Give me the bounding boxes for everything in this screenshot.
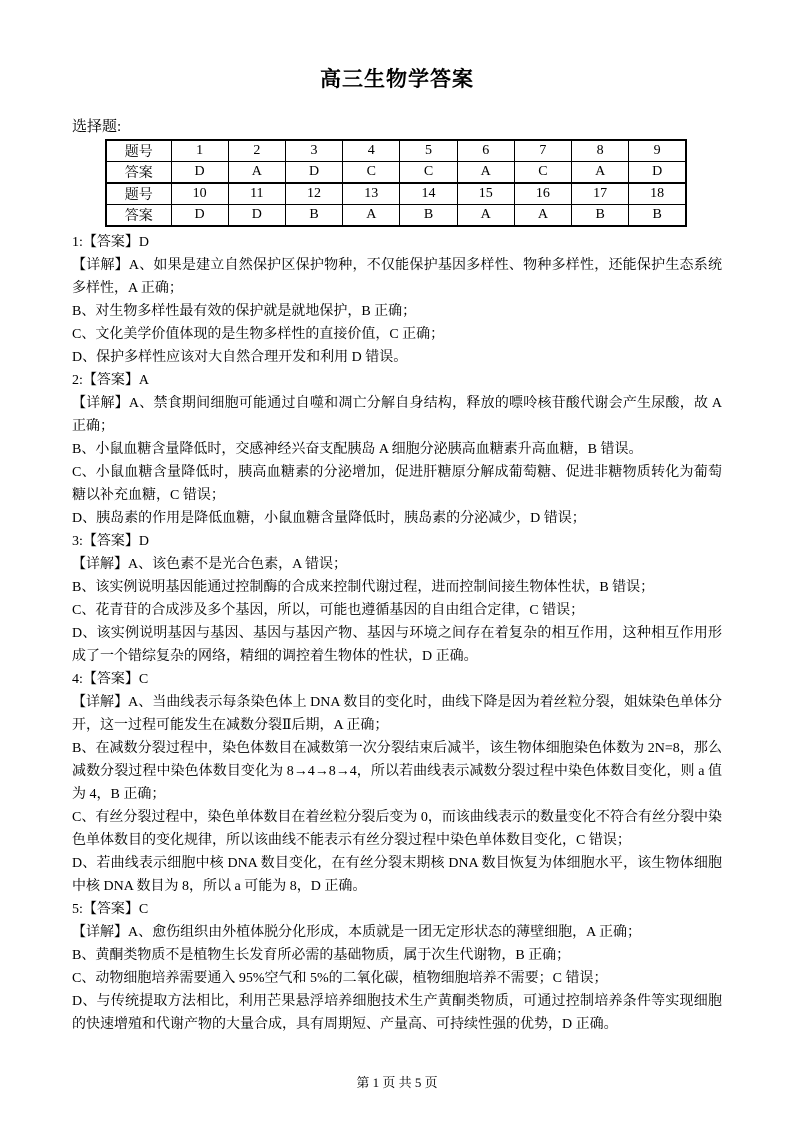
- table-cell: 16: [514, 183, 571, 205]
- table-cell: A: [457, 205, 514, 227]
- table-cell: A: [572, 162, 629, 184]
- table-cell: C: [400, 162, 457, 184]
- table-row-question-numbers-2: [106, 183, 686, 205]
- table-cell: B: [572, 205, 629, 227]
- table-cell: 5: [400, 140, 457, 162]
- question-5-detail-b: B、黄酮类物质不是植物生长发育所必需的基础物质，属于次生代谢物，B 正确；: [72, 948, 571, 963]
- question-4-detail-a: 【详解】A、当曲线表示每条染色体上 DNA 数目的变化时，曲线下降是因为着丝粒分裂，姐妹染色单体分开，这一过程可能发生在减数分裂Ⅱ后期，A 正确；: [72, 695, 722, 733]
- question-2-detail-d: D、胰岛素的作用是降低血糖，小鼠血糖含量降低时，胰岛素的分泌减少，D 错误；: [72, 511, 586, 526]
- answer-table: [105, 139, 687, 227]
- table-cell: 18: [629, 183, 686, 205]
- question-1-block: [72, 231, 722, 369]
- question-3-block: [72, 530, 722, 668]
- question-3-detail-b: B、该实例说明基因能通过控制酶的合成来控制代谢过程，进而控制间接生物体性状，B 错误；: [72, 580, 655, 595]
- table-cell: 8: [572, 140, 629, 162]
- table-cell: 1: [171, 140, 228, 162]
- question-1-detail-a: 【详解】A、如果是建立自然保护区保护物种，不仅能保护基因多样性、物种多样性，还能保护生态系统多样性，A 正确；: [72, 258, 722, 296]
- question-1-detail-c: C、文化美学价值体现的是生物多样性的直接价值，C 正确；: [72, 327, 445, 342]
- table-cell: 7: [514, 140, 571, 162]
- question-3-detail-d: D、该实例说明基因与基因、基因与基因产物、基因与环境之间存在着复杂的相互作用，这种相互作用形成了一个错综复杂的网络，精细的调控着生物体的性状，D 正确。: [72, 626, 722, 664]
- table-row-question-numbers-1: [106, 140, 686, 162]
- question-4-detail-b: B、在减数分裂过程中，染色体数目在减数第一次分裂结束后减半，该生物体细胞染色体数为 2N=8，那么减数分裂过程中染色体数目变化为 8→4→8→4，所以若曲线表示减数分裂过程中染色体数目变化，则 a 值为 4，B 正确；: [72, 741, 722, 802]
- question-1-answer-heading: 1:【答案】D: [72, 235, 149, 250]
- table-cell: 15: [457, 183, 514, 205]
- table-cell: C: [343, 162, 400, 184]
- question-5-detail-d: D、与传统提取方法相比，利用芒果悬浮培养细胞技术生产黄酮类物质，可通过控制培养条件等实现细胞的快速增殖和代谢产物的大量合成，具有周期短、产量高、可持续性强的优势，D 正确。: [72, 994, 722, 1032]
- question-2-block: [72, 369, 722, 530]
- question-4-detail-c: C、有丝分裂过程中，染色单体数目在着丝粒分裂后变为 0，而该曲线表示的数量变化不符合有丝分裂中染色单体数目的变化规律，所以该曲线不能表示有丝分裂过程中染色单体数目变化，C 错误；: [72, 810, 722, 848]
- table-cell: 12: [285, 183, 342, 205]
- question-1-detail-d: D、保护多样性应该对大自然合理开发和利用 D 错误。: [72, 350, 408, 365]
- table-cell: A: [514, 205, 571, 227]
- question-5-block: [72, 898, 722, 1036]
- table-cell: 4: [343, 140, 400, 162]
- question-4-block: [72, 668, 722, 898]
- table-cell: A: [343, 205, 400, 227]
- table-cell: C: [514, 162, 571, 184]
- table-cell: B: [400, 205, 457, 227]
- table-cell: D: [171, 205, 228, 227]
- question-5-answer-heading: 5:【答案】C: [72, 902, 149, 917]
- question-3-detail-c: C、花青苷的合成涉及多个基因，所以，可能也遵循基因的自由组合定律，C 错误；: [72, 603, 585, 618]
- row-header-cell: 题号: [106, 140, 171, 162]
- table-cell: 2: [228, 140, 285, 162]
- page-title: 高三生物学答案: [320, 67, 474, 91]
- row-header-cell: 答案: [106, 162, 171, 184]
- question-5-detail-a: 【详解】A、愈伤组织由外植体脱分化形成，本质就是一团无定形状态的薄壁细胞，A 正确；: [72, 925, 641, 940]
- question-1-detail-b: B、对生物多样性最有效的保护就是就地保护，B 正确；: [72, 304, 417, 319]
- table-cell: 6: [457, 140, 514, 162]
- question-5-detail-c: C、动物细胞培养需要通入 95%空气和 5%的二氧化碳，植物细胞培养不需要；C 错误；: [72, 971, 608, 986]
- table-cell: 17: [572, 183, 629, 205]
- table-row-answers-1: [106, 162, 686, 184]
- question-2-answer-heading: 2:【答案】A: [72, 373, 149, 388]
- table-row-answers-2: [106, 205, 686, 227]
- page-number-footer: 第 1 页 共 5 页: [356, 1075, 438, 1090]
- question-3-detail-a: 【详解】A、该色素不是光合色素，A 错误；: [72, 557, 347, 572]
- table-cell: B: [285, 205, 342, 227]
- question-2-detail-c: C、小鼠血糖含量降低时，胰高血糖素的分泌增加，促进肝糖原分解成葡萄糖、促进非糖物质转化为葡萄糖以补充血糖，C 错误；: [72, 465, 722, 503]
- table-cell: A: [457, 162, 514, 184]
- table-cell: 14: [400, 183, 457, 205]
- explanations: [72, 231, 722, 1036]
- question-4-answer-heading: 4:【答案】C: [72, 672, 149, 687]
- table-cell: D: [285, 162, 342, 184]
- question-3-answer-heading: 3:【答案】D: [72, 534, 149, 549]
- table-cell: 3: [285, 140, 342, 162]
- table-cell: 11: [228, 183, 285, 205]
- row-header-cell: 题号: [106, 183, 171, 205]
- table-cell: D: [629, 162, 686, 184]
- section-label-multiple-choice: 选择题:: [72, 119, 122, 135]
- question-2-detail-b: B、小鼠血糖含量降低时，交感神经兴奋支配胰岛 A 细胞分泌胰高血糖素升高血糖，B 错误。: [72, 442, 643, 457]
- table-cell: D: [171, 162, 228, 184]
- question-4-detail-d: D、若曲线表示细胞中核 DNA 数目变化，在有丝分裂末期核 DNA 数目恢复为体细胞水平，该生物体细胞中核 DNA 数目为 8，所以 a 可能为 8，D 正确。: [72, 856, 722, 894]
- table-cell: 9: [629, 140, 686, 162]
- table-cell: A: [228, 162, 285, 184]
- table-cell: 13: [343, 183, 400, 205]
- table-cell: B: [629, 205, 686, 227]
- table-cell: 10: [171, 183, 228, 205]
- row-header-cell: 答案: [106, 205, 171, 227]
- question-2-detail-a: 【详解】A、禁食期间细胞可能通过自噬和凋亡分解自身结构，释放的嘌呤核苷酸代谢会产生尿酸，故 A 正确；: [72, 396, 722, 434]
- table-cell: D: [228, 205, 285, 227]
